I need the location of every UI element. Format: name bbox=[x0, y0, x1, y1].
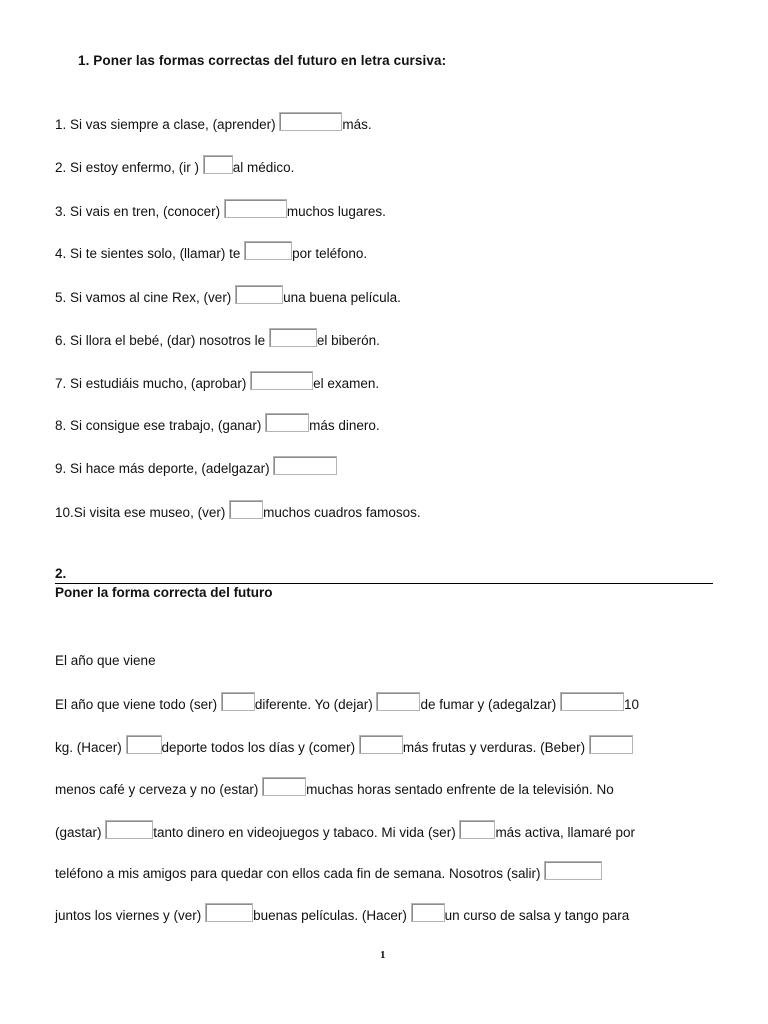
exercise-item-5: 5. Si vamos al cine Rex, (ver) una buena película. bbox=[55, 285, 401, 307]
answer-field-8[interactable] bbox=[265, 413, 309, 432]
exercise-item-7: 7. Si estudiáis mucho, (aprobar) el examen. bbox=[55, 371, 379, 393]
blank-adelgazar[interactable] bbox=[560, 692, 624, 711]
answer-field-2[interactable] bbox=[203, 155, 233, 174]
section2-title: Poner la forma correcta del futuro bbox=[55, 585, 273, 600]
paragraph-line-3: menos café y cerveza y no (estar) muchas horas sentado enfrente de la televisión. No bbox=[55, 777, 614, 799]
paragraph-line-5: teléfono a mis amigos para quedar con ellos cada fin de semana. Nosotros (salir) bbox=[55, 861, 602, 883]
answer-field-10[interactable] bbox=[229, 500, 263, 519]
blank-ser-1[interactable] bbox=[221, 692, 255, 711]
section-divider bbox=[55, 583, 713, 584]
exercise-item-2: 2. Si estoy enfermo, (ir ) al médico. bbox=[55, 155, 294, 177]
paragraph-line-1: El año que viene todo (ser) diferente. Yo (dejar) de fumar y (adegalzar) 10 bbox=[55, 692, 639, 714]
answer-field-9[interactable] bbox=[273, 456, 337, 475]
blank-hacer-1[interactable] bbox=[126, 735, 162, 754]
exercise-item-3: 3. Si vais en tren, (conocer) muchos lugares. bbox=[55, 199, 386, 221]
section1-heading: 1. Poner las formas correctas del futuro en letra cursiva: bbox=[78, 53, 447, 68]
paragraph-line-2: kg. (Hacer) deporte todos los días y (comer) más frutas y verduras. (Beber) bbox=[55, 735, 633, 757]
section2-number: 2. bbox=[55, 566, 67, 581]
exercise-item-8: 8. Si consigue ese trabajo, (ganar) más dinero. bbox=[55, 413, 380, 435]
blank-hacer-2[interactable] bbox=[411, 903, 445, 922]
blank-ser-2[interactable] bbox=[459, 820, 495, 839]
answer-field-3[interactable] bbox=[224, 199, 287, 218]
exercise-item-6: 6. Si llora el bebé, (dar) nosotros le el biberón. bbox=[55, 328, 380, 350]
answer-field-5[interactable] bbox=[235, 285, 283, 304]
answer-field-1[interactable] bbox=[279, 112, 342, 131]
blank-comer[interactable] bbox=[359, 735, 403, 754]
exercise-item-10: 10.Si visita ese museo, (ver) muchos cuadros famosos. bbox=[55, 500, 421, 522]
paragraph-line-4: (gastar) tanto dinero en videojuegos y tabaco. Mi vida (ser) más activa, llamaré por bbox=[55, 820, 635, 842]
answer-field-6[interactable] bbox=[269, 328, 317, 347]
paragraph-line-6: juntos los viernes y (ver) buenas películas. (Hacer) un curso de salsa y tango para bbox=[55, 903, 629, 925]
blank-beber[interactable] bbox=[589, 735, 633, 754]
blank-dejar[interactable] bbox=[376, 692, 420, 711]
exercise-item-9: 9. Si hace más deporte, (adelgazar) bbox=[55, 456, 337, 478]
text-subtitle: El año que viene bbox=[55, 653, 156, 668]
exercise-item-4: 4. Si te sientes solo, (llamar) te por teléfono. bbox=[55, 241, 367, 263]
exercise-item-1: 1. Si vas siempre a clase, (aprender) más. bbox=[55, 112, 372, 134]
blank-ver[interactable] bbox=[205, 903, 253, 922]
answer-field-7[interactable] bbox=[250, 371, 313, 390]
blank-estar[interactable] bbox=[262, 777, 306, 796]
page-number: 1 bbox=[380, 949, 386, 961]
blank-gastar[interactable] bbox=[105, 820, 153, 839]
blank-salir[interactable] bbox=[544, 861, 602, 880]
answer-field-4[interactable] bbox=[244, 241, 292, 260]
